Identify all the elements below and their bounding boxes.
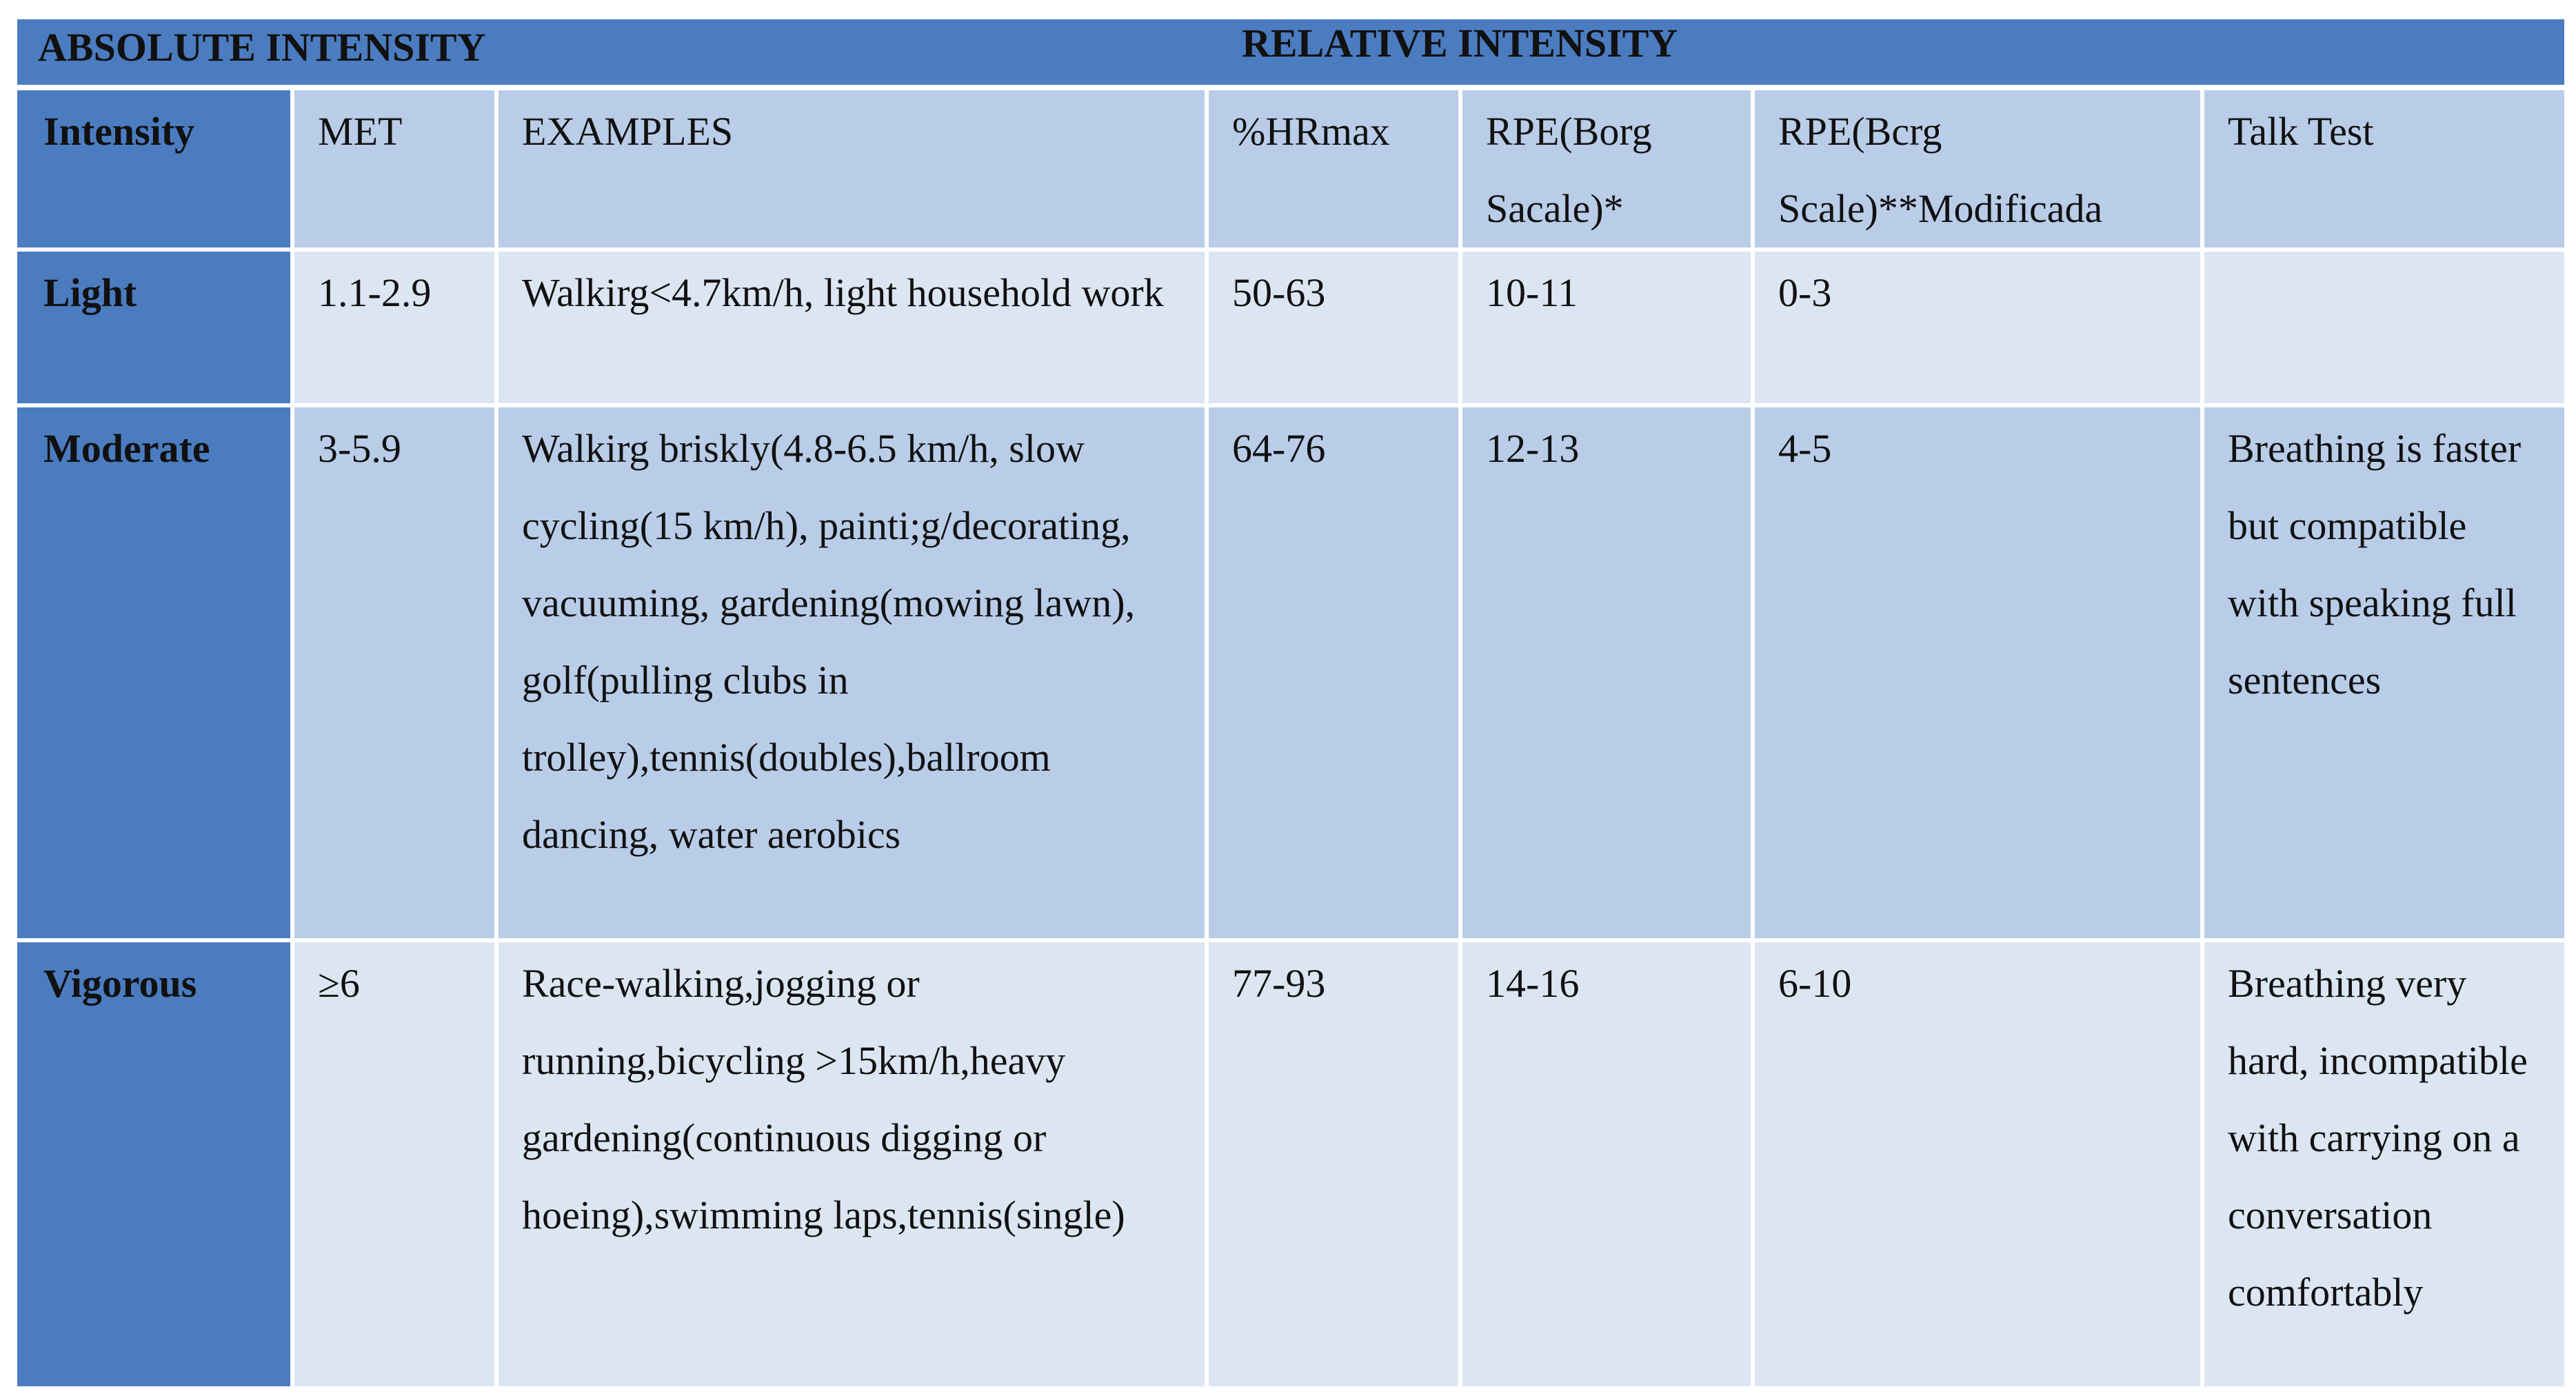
table-row-vigorous: [15, 940, 2566, 1388]
row-examples-cell: Walkirg briskly(4.8-6.5 km/h, slow cycling(15 km/h), painti;g/decorating, vacuuming, gardening(mowing lawn), golf(pulling clubs in trolley),tennis(doubles),ballroom dancing, water aerobics: [496, 405, 1207, 940]
row-examples-cell: Walkirg<4.7km/h, light household work: [496, 250, 1207, 405]
relative-intensity-heading: RELATIVE INTENSITY: [1242, 21, 1678, 65]
banner-row: [15, 17, 2566, 88]
row-rpe-modified-cell: 6-10: [1753, 940, 2202, 1388]
col-header-intensity: Intensity: [15, 88, 292, 250]
row-intensity-cell: Light: [15, 250, 292, 405]
row-hrmax-cell: 64-76: [1207, 405, 1460, 940]
row-talk-test-cell: Breathing is faster but compatible with speaking full sentences: [2202, 405, 2566, 940]
row-examples-cell: Race-walking,jogging or running,bicycling >15km/h,heavy gardening(continuous digging or hoeing),swimming laps,tennis(single): [496, 940, 1207, 1388]
col-header-rpe-modified: RPE(Bcrg Scale)**Modificada: [1753, 88, 2202, 250]
row-intensity-cell: Vigorous: [15, 940, 292, 1388]
row-met-cell: 1.1-2.9: [292, 250, 496, 405]
col-header-hrmax: %HRmax: [1207, 88, 1460, 250]
row-rpe-cell: 14-16: [1460, 940, 1753, 1388]
row-rpe-modified-cell: 0-3: [1753, 250, 2202, 405]
row-rpe-modified-cell: 4-5: [1753, 405, 2202, 940]
col-header-examples: EXAMPLES: [496, 88, 1207, 250]
row-met-cell: ≥6: [292, 940, 496, 1388]
col-header-met: MET: [292, 88, 496, 250]
row-rpe-cell: 10-11: [1460, 250, 1753, 405]
row-rpe-cell: 12-13: [1460, 405, 1753, 940]
col-header-rpe-borg: RPE(Borg Sacale)*: [1460, 88, 1753, 250]
row-talk-test-cell: [2202, 250, 2566, 405]
row-hrmax-cell: 77-93: [1207, 940, 1460, 1388]
row-intensity-cell: Moderate: [15, 405, 292, 940]
intensity-table-container: [13, 15, 2564, 1381]
row-met-cell: 3-5.9: [292, 405, 496, 940]
column-header-row: [15, 88, 2566, 250]
row-hrmax-cell: 50-63: [1207, 250, 1460, 405]
absolute-intensity-heading: ABSOLUTE INTENSITY: [38, 25, 486, 70]
col-header-talk-test: Talk Test: [2202, 88, 2566, 250]
table-row-moderate: [15, 405, 2566, 940]
row-talk-test-cell: Breathing very hard, incompatible with carrying on a conversation comfortably: [2202, 940, 2566, 1388]
intensity-table: [13, 15, 2568, 1390]
banner-cell: [15, 17, 2566, 88]
table-row-light: [15, 250, 2566, 405]
